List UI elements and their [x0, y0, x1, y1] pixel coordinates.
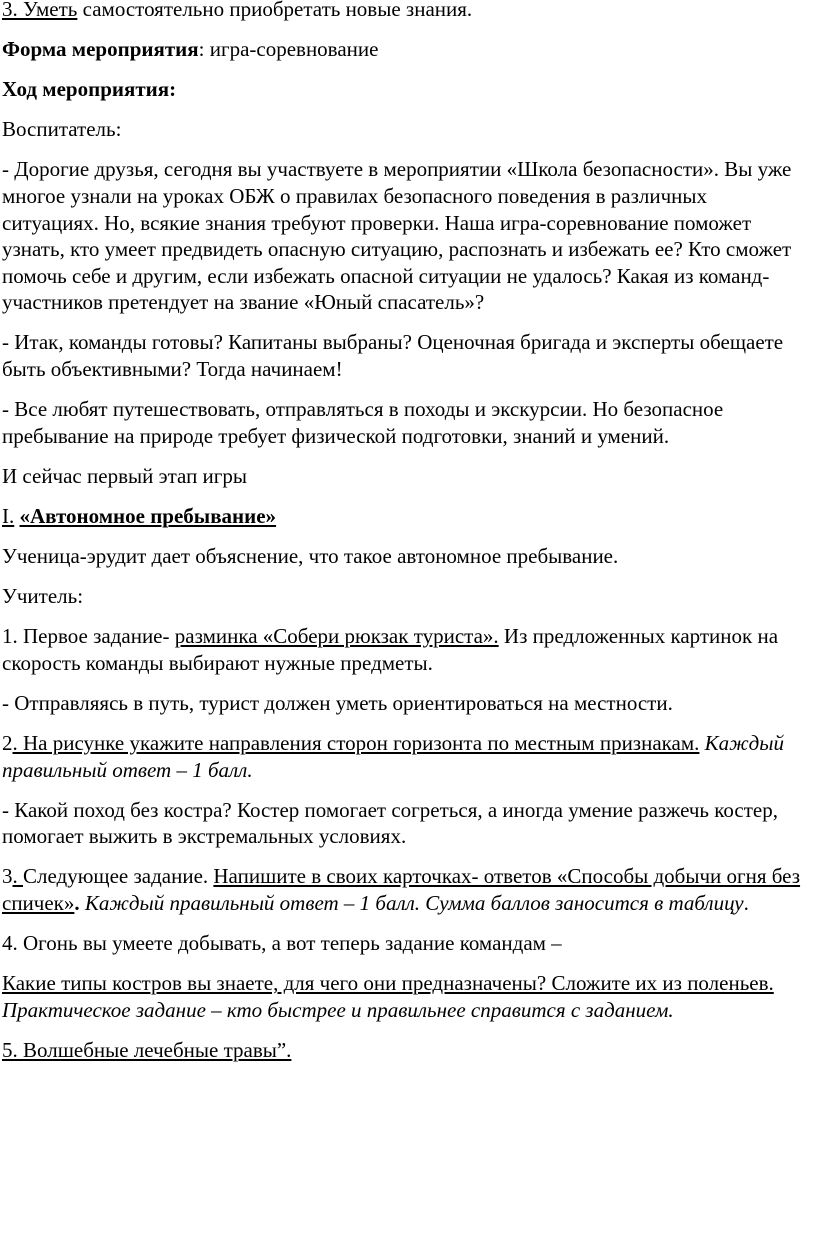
task-3-number: 3: [2, 864, 13, 889]
task-4-question: Какие типы костров вы знаете, для чего они предназначены? Сложите их из поленьев.: [2, 971, 774, 996]
section-number: I.: [2, 503, 15, 528]
event-course-heading: Ход мероприятия:: [2, 77, 177, 102]
ready-paragraph: - Итак, команды готовы? Капитаны выбраны? Оценочная бригада и эксперты обещаете быть объективными? Тогда начинаем!: [2, 330, 784, 382]
task-5: 5. Волшебные лечебные травы”.: [2, 1037, 292, 1062]
travel-paragraph: - Все любят путешествовать, отправляться в походы и экскурсии. Но безопасное пребывание на природе требует физической подготовки, знаний и умений.: [2, 397, 724, 448]
fire-paragraph: - Какой поход без костра? Костер помогает согреться, а иногда умение разжечь костер, помогает выжить в экстремальных условиях.: [2, 797, 778, 849]
goal-item-3: [2, 0, 806, 23]
section-title: «Автономное пребывание»: [19, 503, 277, 528]
event-form-line: [2, 36, 806, 63]
task-3-title-dot: .: [74, 890, 80, 915]
task-3-scoring: Каждый правильный ответ – 1 балл. Сумма баллов заносится в таблицу: [79, 890, 744, 915]
task-4: 4. Огонь вы умеете добывать, а вот теперь задание командам –: [2, 931, 562, 956]
orientation-paragraph: - Отправляясь в путь, турист должен уметь ориентироваться на местности.: [2, 690, 673, 715]
educator-label: Воспитатель:: [2, 117, 122, 142]
task-3-title: Напишите в своих карточках- ответов «Способы добычи огня без спичек»: [2, 864, 801, 915]
event-form-label: Форма мероприятия: [2, 37, 199, 62]
task-1-title: разминка «Собери рюкзак туриста».: [174, 624, 499, 649]
event-form-value: : игра-соревнование: [198, 37, 379, 62]
task-2-number: 2: [2, 730, 13, 755]
task-4-detail: [2, 970, 806, 1023]
section-heading: [2, 503, 806, 530]
task-3-dot: .: [12, 864, 23, 889]
task-1: [2, 623, 806, 676]
goal-item-3-number: 3. Уметь: [2, 0, 78, 21]
intro-paragraph: - Дорогие друзья, сегодня вы участвуете в мероприятии «Школа безопасности». Вы уже многое узнали на уроках ОБЖ о правилах безопасного поведения в различных ситуациях. Но, всякие знания требуют проверки. Наша игра-соревнование поможет узнать, кто умеет предвидеть опасную ситуацию, распознать и избежать ее? Кто сможет помочь себе и другим, если избежать опасной ситуации не удалось? Какая из команд-участников претендует на звание «Юный спасатель»?: [2, 157, 792, 315]
task-4-practical: Практическое задание – кто быстрее и правильнее справится с заданием.: [2, 997, 674, 1022]
task-1-text: Из предложенных картинок на скорость команды выбирают нужные предметы.: [2, 624, 779, 675]
task-2-title: . На рисунке укажите направления сторон горизонта по местным признакам.: [12, 730, 700, 755]
task-3-end: .: [743, 890, 749, 915]
task-1-prefix: 1. Первое задание-: [2, 624, 175, 649]
task-2: [2, 730, 806, 783]
stage-line: И сейчас первый этап игры: [2, 463, 248, 488]
task-2-scoring: Каждый правильный ответ – 1 балл.: [2, 730, 784, 782]
teacher-label: Учитель:: [2, 584, 84, 609]
pupil-paragraph: Ученица-эрудит дает объяснение, что такое автономное пребывание.: [2, 544, 619, 568]
task-3-intro: Следующее задание.: [23, 864, 214, 889]
task-3: [2, 863, 806, 916]
goal-item-3-text: самостоятельно приобретать новые знания.: [77, 0, 473, 21]
